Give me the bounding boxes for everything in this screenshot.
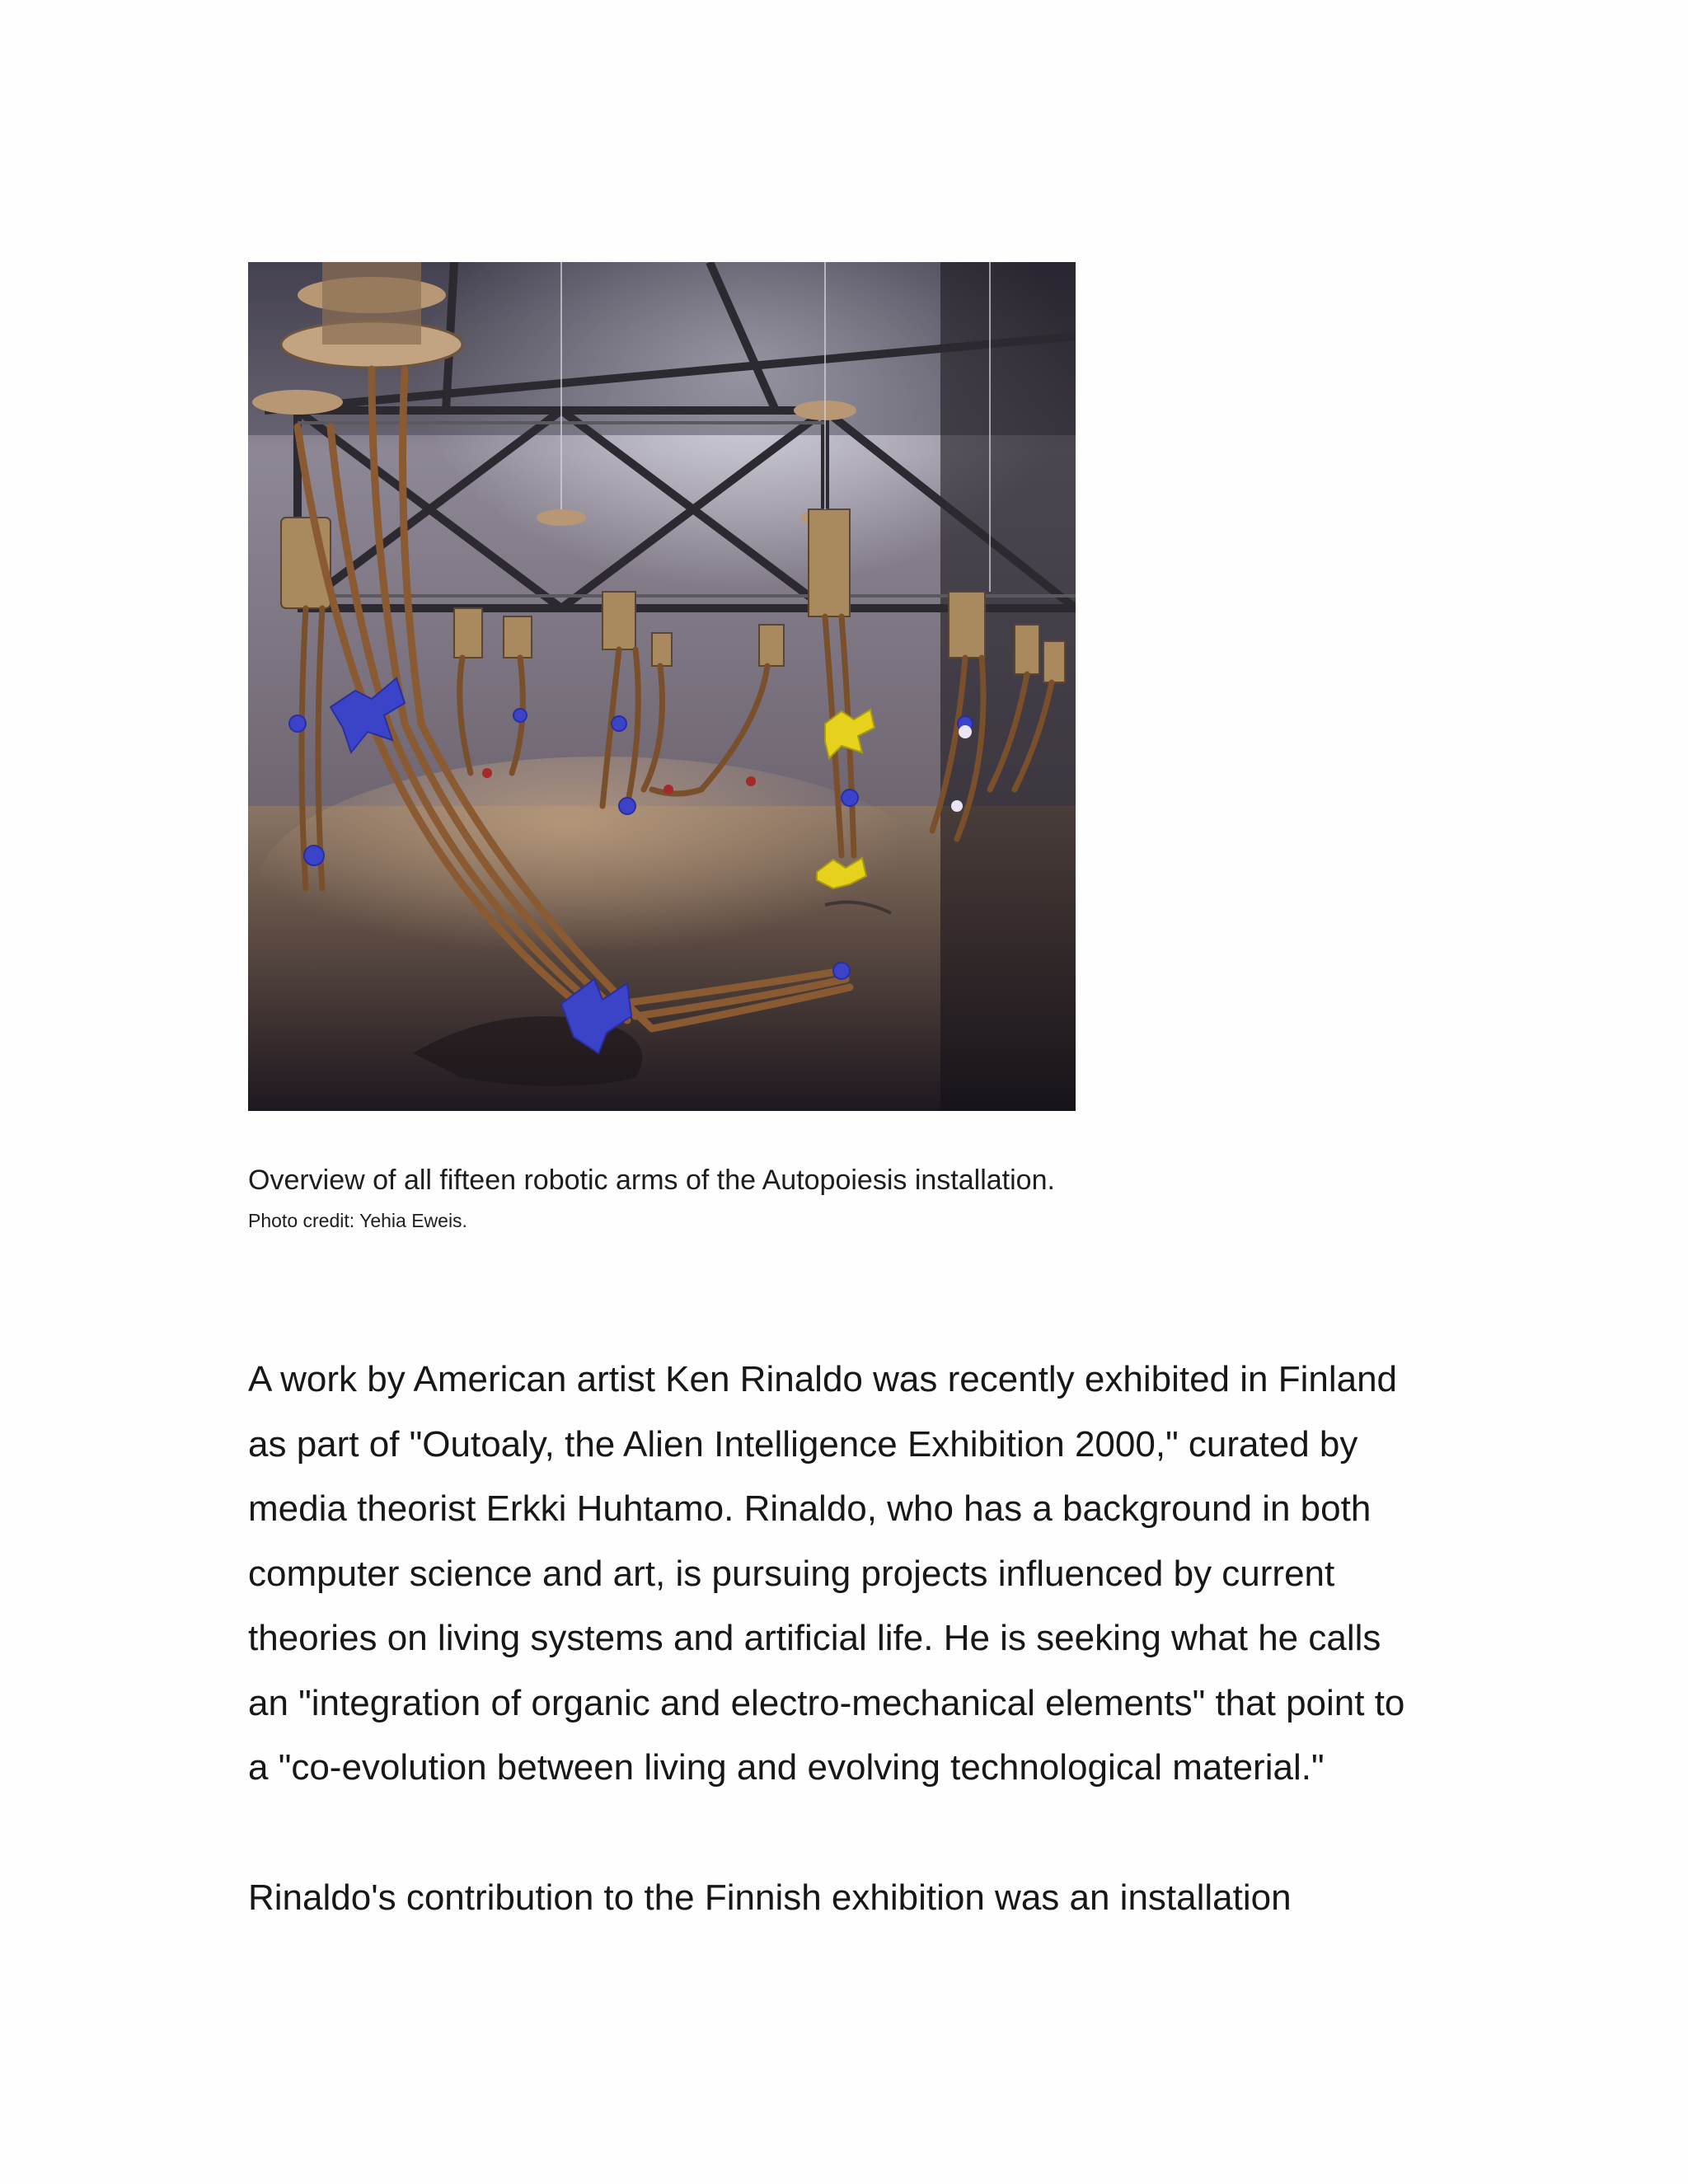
installation-photo — [248, 262, 1076, 1111]
article-paragraph-2: Rinaldo's contribution to the Finnish exhibition was an installation — [248, 1877, 1292, 1918]
article-paragraph-1: A work by American artist Ken Rinaldo was recently exhibited in Finland as part of "Outoaly, the Alien Intelligence Exhibition 2000," curated by media theorist Erkki Huhtamo. Rinaldo, who has a background in both computer science and art, is pursuing projects influenced by current theories on living systems and artificial life. He is seeking what he calls an "integration of organic and electro-mechanical elements" that point to a "co-evolution between living and evolving technological material." — [248, 1359, 1405, 1788]
robotic-arms-image — [248, 262, 1076, 1111]
figure-caption: Overview of all fifteen robotic arms of the Autopoiesis installation. — [248, 1165, 1055, 1196]
photo-credit: Photo credit: Yehia Eweis. — [248, 1210, 467, 1231]
